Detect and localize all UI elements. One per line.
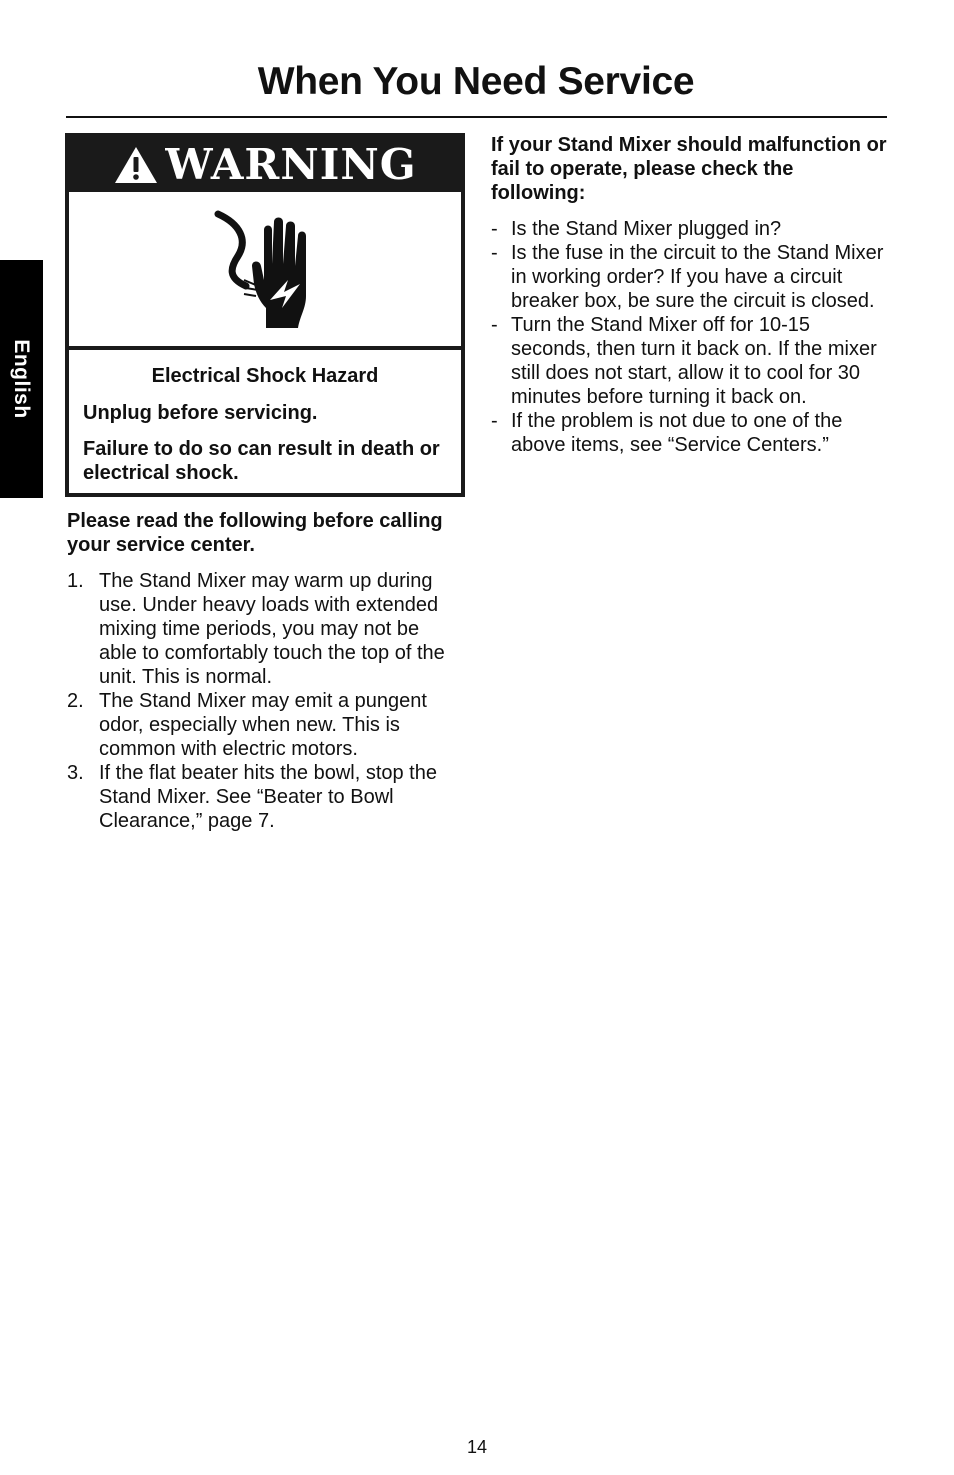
hazard-title: Electrical Shock Hazard	[151, 365, 379, 387]
list-marker: -	[491, 410, 498, 432]
right-column-heading: If your Stand Mixer should malfunction or fail to operate, please check the following:	[491, 134, 887, 204]
list-marker: -	[491, 242, 498, 264]
list-item	[67, 569, 459, 689]
list-item-text: If the flat beater hits the bowl, stop the Stand Mixer. See “Beater to Bowl Clearance,” page 7.	[99, 762, 437, 832]
warning-divider	[69, 346, 461, 350]
list-item	[67, 761, 459, 833]
warning-header	[69, 137, 461, 192]
list-item	[491, 409, 891, 457]
list-number: 1.	[67, 570, 84, 592]
warning-box	[65, 133, 465, 497]
list-marker: -	[491, 218, 498, 240]
list-item-text: Turn the Stand Mixer off for 10-15 seconds, then turn it back on. If the mixer still does not start, allow it to cool for 30 minutes before turning it back on.	[511, 314, 877, 408]
page-title: When You Need Service	[257, 60, 695, 103]
list-item-text: Is the Stand Mixer plugged in?	[511, 218, 782, 240]
alert-triangle-icon	[113, 145, 159, 185]
list-item	[67, 689, 459, 761]
list-item-text: If the problem is not due to one of the above items, see “Service Centers.”	[511, 410, 843, 456]
electrical-shock-pictogram	[69, 192, 461, 346]
list-item-text: The Stand Mixer may emit a pungent odor, especially when new. This is common with electric motors.	[99, 690, 427, 760]
title-divider	[66, 116, 887, 118]
page-number: 14	[466, 1437, 488, 1457]
list-item	[491, 241, 891, 313]
list-marker: -	[491, 314, 498, 336]
list-item	[491, 313, 891, 409]
list-item-text: Is the fuse in the circuit to the Stand Mixer in working order? If you have a circuit breaker box, be sure the circuit is closed.	[511, 242, 884, 312]
hazard-consequence: Failure to do so can result in death or electrical shock.	[83, 438, 440, 484]
checklist-dashed	[491, 217, 891, 457]
list-number: 3.	[67, 762, 84, 784]
checklist-numbered	[67, 569, 459, 833]
hazard-instruction: Unplug before servicing.	[83, 402, 318, 424]
list-item-text: The Stand Mixer may warm up during use. Under heavy loads with extended mixing time periods, you may not be able to comfortably touch the top of the unit. This is normal.	[99, 570, 445, 688]
electrical-shock-hand-icon	[200, 204, 330, 334]
list-item	[491, 217, 891, 241]
warning-signal-word: WARNING	[165, 139, 417, 189]
left-column-heading: Please read the following before calling your service center.	[67, 510, 443, 556]
list-number: 2.	[67, 690, 84, 712]
language-tab-label: English	[10, 339, 33, 419]
